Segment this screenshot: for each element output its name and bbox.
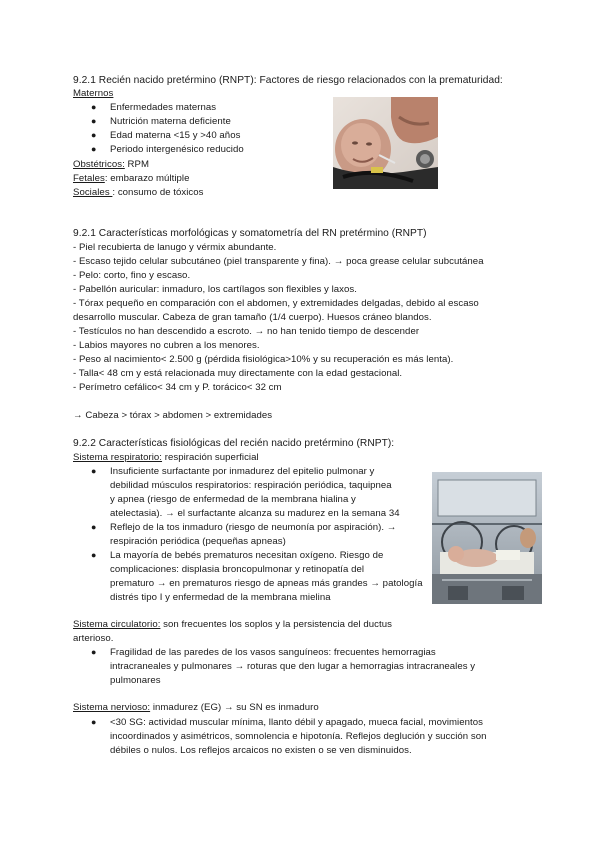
resp-text: respiración superficial [162, 452, 259, 463]
nerv-text: inmadurez (EG) → su SN es inmaduro [150, 702, 319, 713]
obstetricos-label: Obstétricos: [73, 159, 125, 170]
list-item: debilidad músculos respiratorios: respiración periódica, taquipnea [110, 480, 392, 491]
summary-line: → Cabeza > tórax > abdomen > extremidades [73, 410, 273, 421]
list-item: - Piel recubierta de lanugo y vérmix abundante. [73, 242, 277, 253]
list-item: respiración periódica (pequeñas apneas) [110, 536, 286, 547]
list-item: La mayoría de bebés prematuros necesitan oxígeno. Riesgo de [110, 550, 384, 561]
list-item: desarrollo muscular. Cabeza de gran tamaño (1/4 cuerpo). Huesos cráneo blandos. [73, 312, 432, 323]
list-item: - Perímetro cefálico< 34 cm y P. torácico< 32 cm [73, 382, 282, 393]
incubator-photo [432, 472, 542, 604]
circ-line-2: arterioso. [73, 633, 114, 644]
list-item: - Escaso tejido celular subcutáneo (piel transparente y fina). → poca grease celular subcutánea [73, 256, 484, 267]
list-item: Nutrición materna deficiente [110, 116, 231, 127]
list-item: - Labios mayores no cubren a los menores. [73, 340, 260, 351]
list-item: Enfermedades maternas [110, 102, 217, 113]
list-item: Reflejo de la tos inmaduro (riesgo de neumonía por aspiración). → [110, 522, 397, 533]
premature-baby-photo [333, 97, 438, 189]
list-item: <30 SG: actividad muscular mínima, llanto débil y apagado, mueca facial, movimientos [110, 717, 483, 728]
list-item: - Pelo: corto, fino y escaso. [73, 270, 191, 281]
obstetricos-line [73, 158, 149, 171]
list-item: complicaciones: displasia broncopulmonar y retinopatía del [110, 564, 365, 575]
list-item: y apnea (riesgo de enfermedad de la membrana hialina y [110, 494, 356, 505]
list-item: pulmonares [110, 675, 161, 686]
fetales-label: Fetales [73, 173, 105, 184]
sociales-line [73, 186, 204, 199]
circ-line [73, 618, 392, 631]
fetales-text: : embarazo múltiple [104, 173, 190, 184]
bullet-icon: ● [91, 130, 97, 140]
resp-line [73, 451, 259, 464]
list-item: Periodo intergenésico reducido [110, 144, 244, 155]
bullet-icon: ● [91, 102, 97, 112]
list-item: intracraneales y pulmonares → roturas que den lugar a hemorragias intracraneales y [110, 661, 476, 672]
list-item: - Testículos no han descendido a escroto. → no han tenido tiempo de descender [73, 326, 420, 337]
list-item: Fragilidad de las paredes de los vasos sanguíneos: frecuentes hemorragias [110, 647, 436, 658]
resp-label: Sistema respiratorio: [73, 452, 163, 463]
sociales-label: Sociales [73, 187, 113, 198]
maternos-label: Maternos [73, 88, 114, 99]
bullet-icon: ● [91, 116, 97, 126]
list-item: distrés tipo I y enfermedad de la membrana mielina [110, 592, 331, 603]
nerv-line [73, 701, 319, 714]
list-item: prematuro → en prematuros riesgo de apneas más grandes → patología [110, 578, 423, 589]
list-item: débiles o nulos. Los reflejos arcaicos no existen o se ven disminuidos. [110, 745, 412, 756]
circ-text: son frecuentes los soplos y la persistencia del ductus [160, 619, 392, 630]
bullet-icon: ● [91, 717, 97, 727]
list-item: Insuficiente surfactante por inmadurez del epitelio pulmonar y [110, 466, 375, 477]
fetales-line [73, 172, 189, 185]
list-item: - Talla< 48 cm y está relacionada muy directamente con la edad gestacional. [73, 368, 403, 379]
list-item: Edad materna <15 y >40 años [110, 130, 241, 141]
list-item: - Tórax pequeño en comparación con el abdomen, y extremidades delgadas, debido al escaso [73, 298, 479, 309]
bullet-icon: ● [91, 466, 97, 476]
bullet-icon: ● [91, 647, 97, 657]
list-item: - Peso al nacimiento< 2.500 g (pérdida fisiológica>10% y su recuperación es más lenta). [73, 354, 454, 365]
bullet-icon: ● [91, 550, 97, 560]
list-item: - Pabellón auricular: inmaduro, los cartílagos son flexibles y laxos. [73, 284, 357, 295]
bullet-icon: ● [91, 522, 97, 532]
list-item: atelectasia). → el surfactante alcanza su madurez en la semana 34 [110, 508, 400, 519]
section-heading-morphology: 9.2.1 Características morfológicas y somatometría del RN pretérmino (RNPT) [73, 228, 427, 239]
circ-label: Sistema circulatorio: [73, 619, 161, 630]
sociales-text: : consumo de tóxicos [112, 187, 204, 198]
list-item: incoordinados y asimétricos, somnolencia e hipotonía. Reflejos deglución y succión son [110, 731, 487, 742]
obstetricos-text: RPM [124, 159, 149, 170]
section-heading-physiology: 9.2.2 Características fisiológicas del recién nacido pretérmino (RNPT): [73, 438, 395, 449]
bullet-icon: ● [91, 144, 97, 154]
section-heading-risk-factors: 9.2.1 Recién nacido pretérmino (RNPT): Factores de riesgo relacionados con la prematuridad: [73, 75, 503, 86]
nerv-label: Sistema nervioso: [73, 702, 151, 713]
